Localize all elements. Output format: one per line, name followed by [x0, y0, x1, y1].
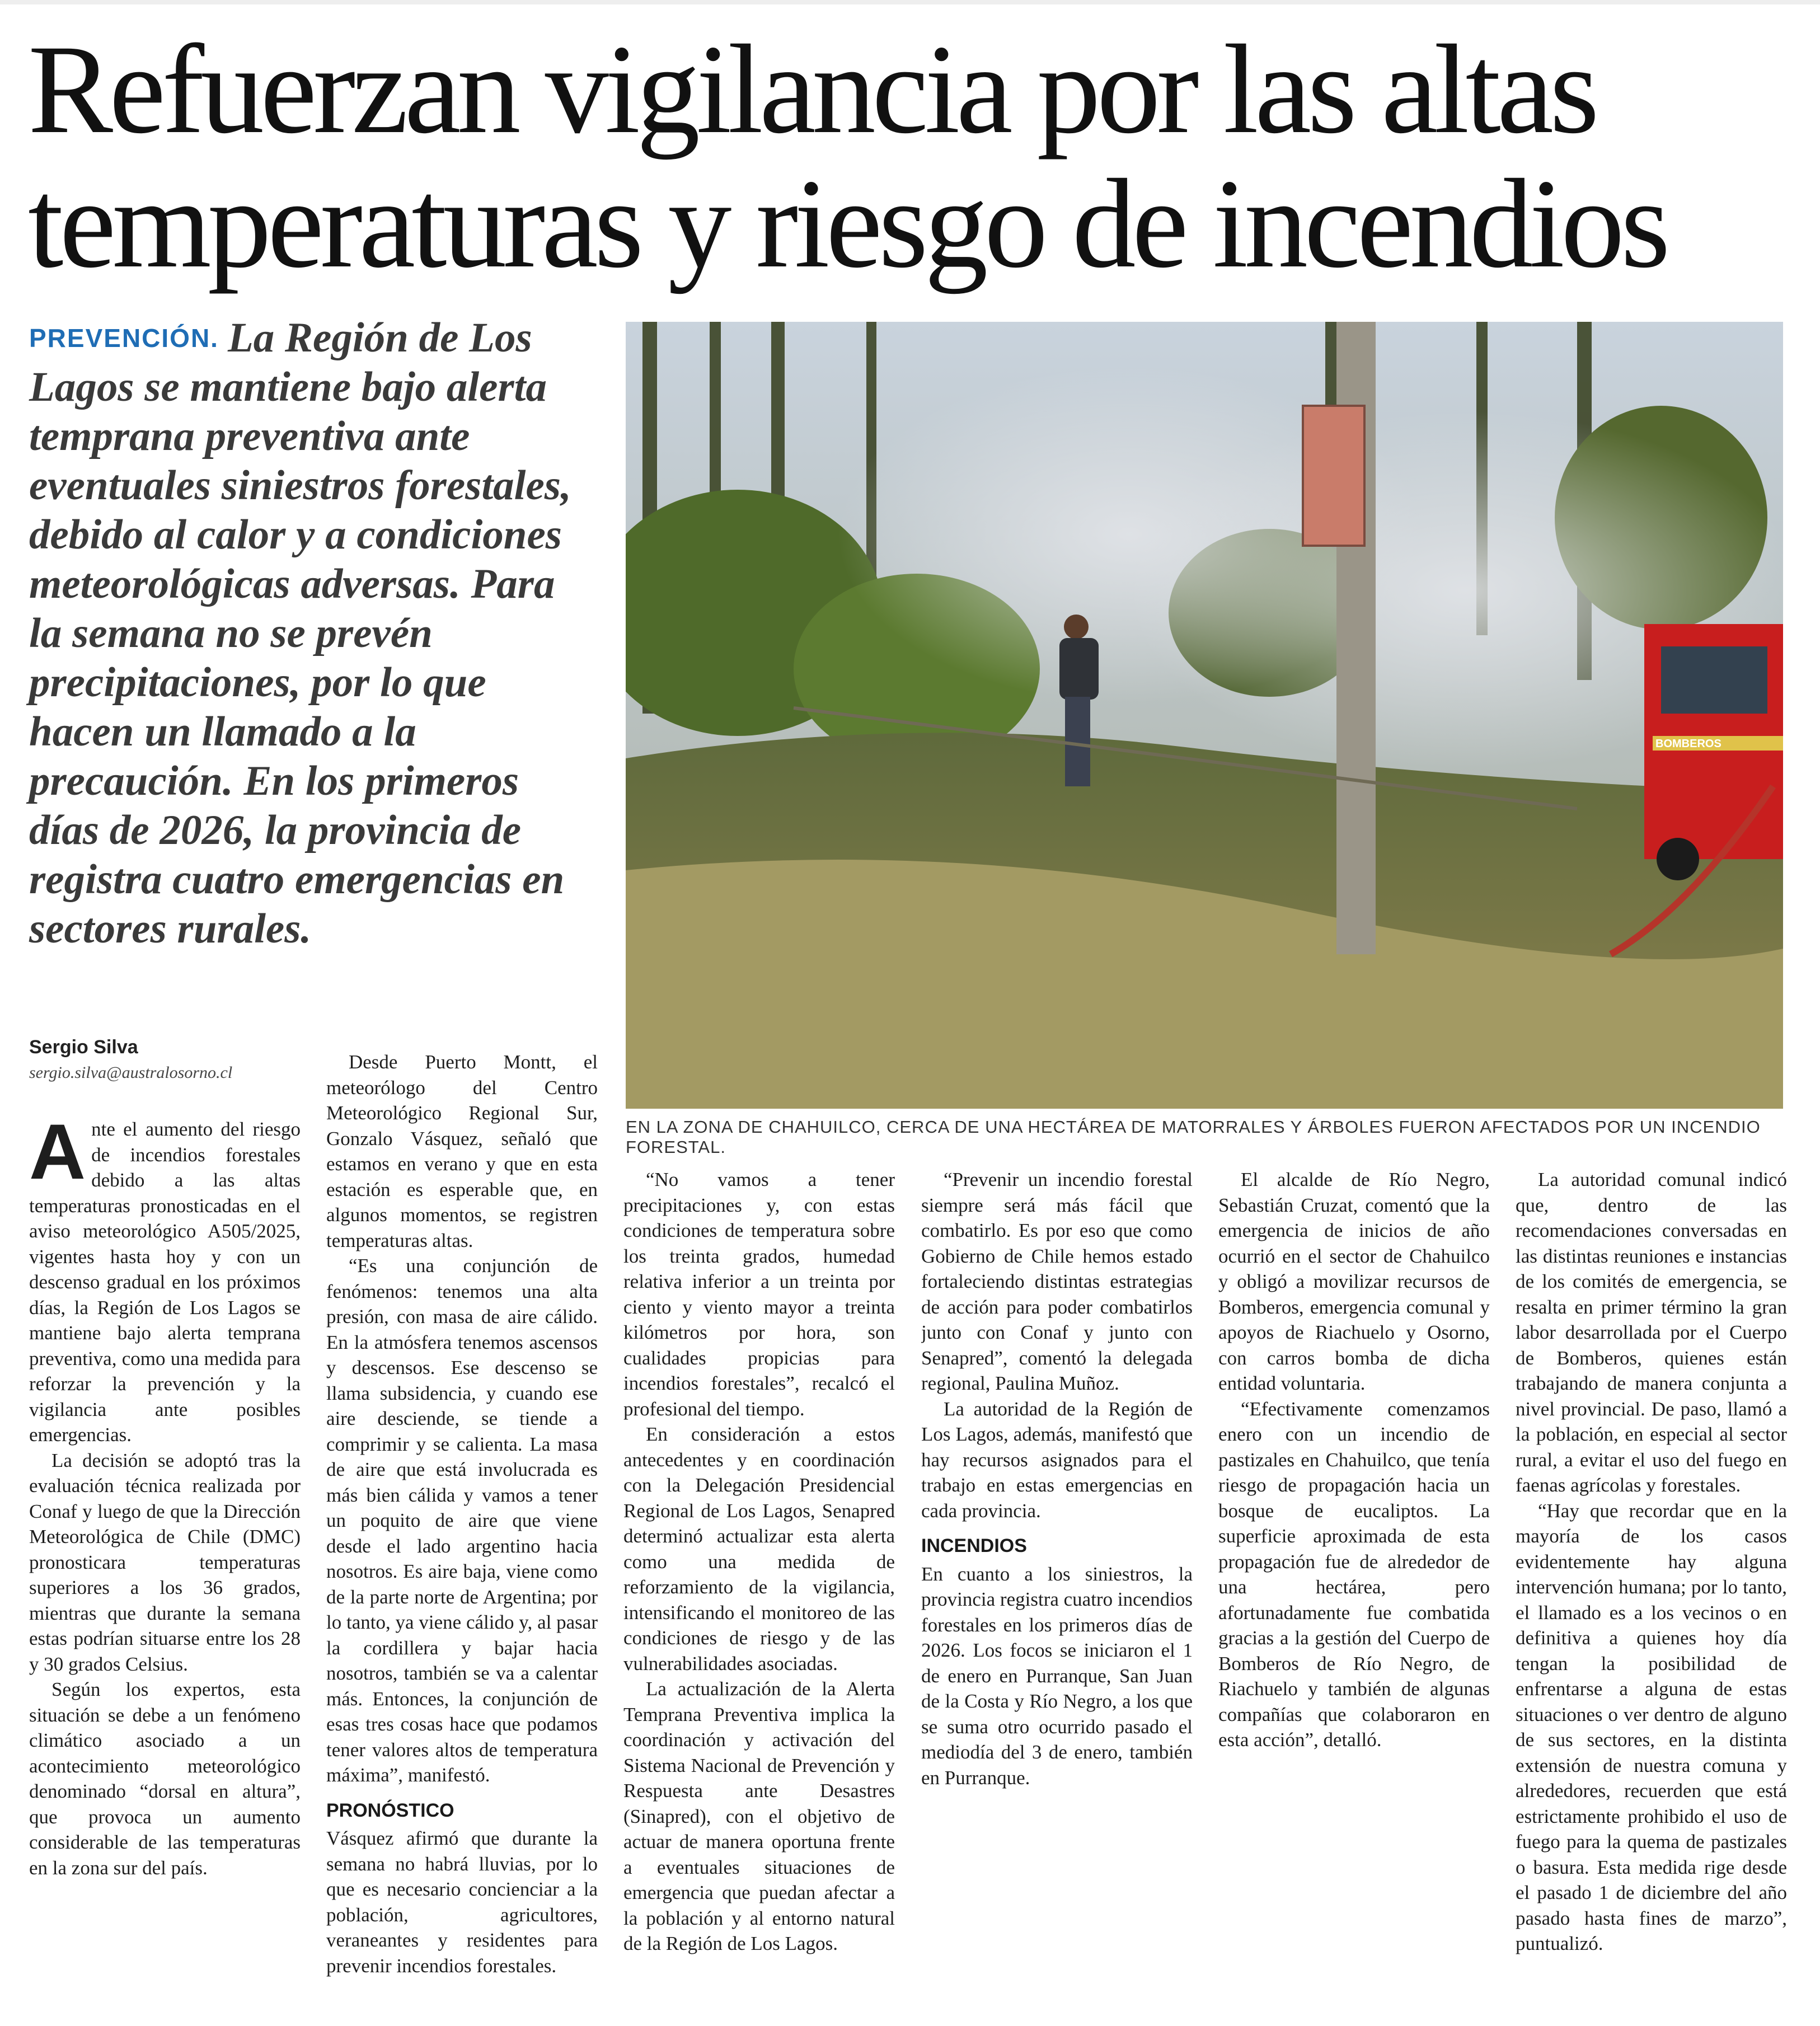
- forest-fire-scene: [626, 322, 1783, 1109]
- news-photo: [626, 322, 1783, 1109]
- lead-text: La Región de Los Lagos se mantiene bajo alerta temprana preventiva ante eventuales siniestros forestales, debido al calor y a condiciones meteorológicas adversas. Para la semana no se prevén precipitaciones, por lo que hacen un llamado a la precaución. En los primeros días de 2026, la provincia de registra cuatro emergencias en sectores rurales.: [29, 315, 571, 952]
- article-column-3: [623, 1167, 895, 2001]
- body-paragraph: “No vamos a tener precipitaciones y, con estas condiciones de temperatura sobre los treinta grados, humedad relativa inferior a un treinta por ciento y viento mayor a treinta kilómetros por hora, son cualidades propicias para incendios forestales”, recalcó el profesional del tiempo.: [623, 1169, 895, 1420]
- article-column-6: [1516, 1167, 1787, 2001]
- section-kicker: PREVENCIÓN.: [29, 323, 219, 353]
- lead-paragraph: [29, 313, 594, 954]
- article-column-1: [29, 1117, 301, 2001]
- body-paragraph: La decisión se adoptó tras la evaluación técnica realizada por Conaf y luego de que la Dirección Meteorológica de Chile (DMC) pronosticara temperaturas superiores a los 36 grados, mientras que durante la semana estas podrían situarse entre los 28 y 30 grados Celsius.: [29, 1449, 301, 1675]
- body-paragraph: “Hay que recordar que en la mayoría de los casos evidentemente hay alguna intervención humana; por lo tanto, el llamado es a los vecinos o en definitiva a quienes hoy día tengan la posibilidad de enfrentarse a alguna de estas situaciones o ver dentro de alguno de sus sectores, en la distinta extensión de nuestra comuna y alrededores, recuerden que está estrictamente prohibido el uso de fuego para la quema de pastizales o basura. Esta medida rige desde el pasado 1 de diciembre del año pasado hasta fines de marzo”, puntualizó.: [1516, 1499, 1787, 1954]
- article-column-2: [326, 1049, 598, 2001]
- body-paragraph: Según los expertos, esta situación se debe a un fenómeno climático asociado a un acontecimiento meteorológico denominado “dorsal en altura”, que provoca un aumento considerable de las temperaturas en la zona sur del país.: [29, 1678, 301, 1879]
- body-paragraph: La actualización de la Alerta Temprana Preventiva implica la coordinación y activación del Sistema Nacional de Prevención y Respuesta ante Desastres (Sinapred), con el objetivo de actuar de manera oportuna frente a eventuales situaciones de emergencia que puedan afectar a la población y al entorno natural de la Región de Los Lagos.: [623, 1678, 895, 1954]
- top-rule: [0, 0, 1820, 4]
- body-paragraph: En cuanto a los siniestros, la provincia registra cuatro incendios forestales en los primeros días de 2026. Los focos se iniciaron el 1 de enero en Purranque, San Juan de la Costa y Río Negro, a los que se suma otro ocurrido pasado el mediodía del 3 de enero, también en Purranque.: [921, 1563, 1193, 1789]
- fire-truck: [1644, 624, 1783, 880]
- body-paragraph: Ante el aumento del riesgo de incendios forestales debido a las altas temperaturas pronosticadas en el aviso meteorológico A505/2025, vigentes hasta hoy y con un descenso gradual en los próximos días, la Región de Los Lagos se mantiene bajo alerta temprana preventiva, como una medida para reforzar la prevención y la vigilancia ante posibles emergencias.: [29, 1117, 301, 1446]
- byline-email: sergio.silva@australosorno.cl: [29, 1063, 233, 1082]
- body-paragraph: El alcalde de Río Negro, Sebastián Cruzat, comentó que la emergencia de inicios de año ocurrió en el sector de Chahuilco y obligó a movilizar recursos de Bomberos, emergencia comunal y apoyos de Riachuelo y Osorno, con carros bomba de dicha entidad voluntaria.: [1218, 1169, 1490, 1394]
- article-column-4: [921, 1167, 1193, 2001]
- body-paragraph: “Efectivamente comenzamos enero con un incendio de pastizales en Chahuilco, que tenía riesgo de propagación hacia un bosque de eucaliptos. La superficie aproximada de esta propagación fue de alrededor de una hectárea, pero afortunadamente fue combatida gracias a la gestión del Cuerpo de Bomberos de Río Negro, de Riachuelo y también de algunas compañías que colaboraron en esta acción”, detalló.: [1218, 1397, 1490, 1751]
- drop-cap: A: [29, 1117, 86, 1195]
- body-paragraph: “Prevenir un incendio forestal siempre será más fácil que combatirlo. Es por eso que como Gobierno de Chile hemos estado fortaleciendo distintas estrategias de acción para poder combatirlos junto con Conaf y junto con Senapred”, comentó la delegada regional, Paulina Muñoz.: [921, 1169, 1193, 1394]
- body-paragraph: Vásquez afirmó que durante la semana no habrá lluvias, por lo que es necesario concienciar a la población, agricultores, veraneantes y residentes para prevenir incendios forestales.: [326, 1827, 598, 1977]
- body-paragraph: Desde Puerto Montt, el meteorólogo del Centro Meteorológico Regional Sur, Gonzalo Vásquez, señaló que estamos en verano y que en esta estación es esperable que, en algunos momentos, se registren temperaturas altas.: [326, 1051, 598, 1251]
- subheading-incendios: INCENDIOS: [921, 1535, 1027, 1556]
- byline-author: Sergio Silva: [29, 1037, 138, 1058]
- body-paragraph: La autoridad de la Región de Los Lagos, además, manifestó que hay recursos asignados para el trabajo en estas emergencias en cada provincia.: [921, 1397, 1193, 1522]
- subheading-pronostico: PRONÓSTICO: [326, 1799, 454, 1821]
- body-paragraph: La autoridad comunal indicó que, dentro de las recomendaciones conversadas en las distintas reuniones e instancias de los comités de emergencia, se resalta en primer término la gran labor desarrollada por el Cuerpo de Bomberos, quienes están trabajando de manera conjunta a nivel provincial. De paso, llamó a la población, en especial al sector rural, a evitar el uso del fuego en faenas agrícolas y forestales.: [1516, 1169, 1787, 1496]
- body-paragraph: “Es una conjunción de fenómenos: tenemos una alta presión, con masa de aire cálido. En la atmósfera tenemos ascensos y descensos. Ese descenso se llama subsidencia, y cuando ese aire desciende, se tiende a comprimir y se calienta. La masa de aire que está involucrada es más bien cálida y vamos a tener un poquito de aire que viene desde el lado argentino hacia nosotros. Es aire baja, viene como de la parte norte de Argentina; por lo tanto, ya viene cálido y, al pasar la cordillera y bajar hacia nosotros, también se va a calentar más. Entonces, la conjunción de esas tres cosas hace que podamos tener valores altos de temperatura máxima”, manifestó.: [326, 1255, 598, 1786]
- article-column-5: [1218, 1167, 1490, 2001]
- svg-text:BOMBEROS: BOMBEROS: [1655, 738, 1722, 750]
- body-paragraph: En consideración a estos antecedentes y en coordinación con la Delegación Presidencial Regional de Los Lagos, Senapred determinó actualizar esta alerta como una medida de reforzamiento de la vigilancia, intensificando el monitoreo de las condiciones de riesgo y de las vulnerabilidades asociadas.: [623, 1423, 895, 1675]
- headline: Refuerzan vigilancia por las altas temperaturas y riesgo de incendios: [28, 19, 1667, 294]
- photo-caption: EN LA ZONA DE CHAHUILCO, CERCA DE UNA HECTÁREA DE MATORRALES Y ÁRBOLES FUERON AFECTADOS POR UN INCENDIO FORESTAL.: [626, 1117, 1761, 1157]
